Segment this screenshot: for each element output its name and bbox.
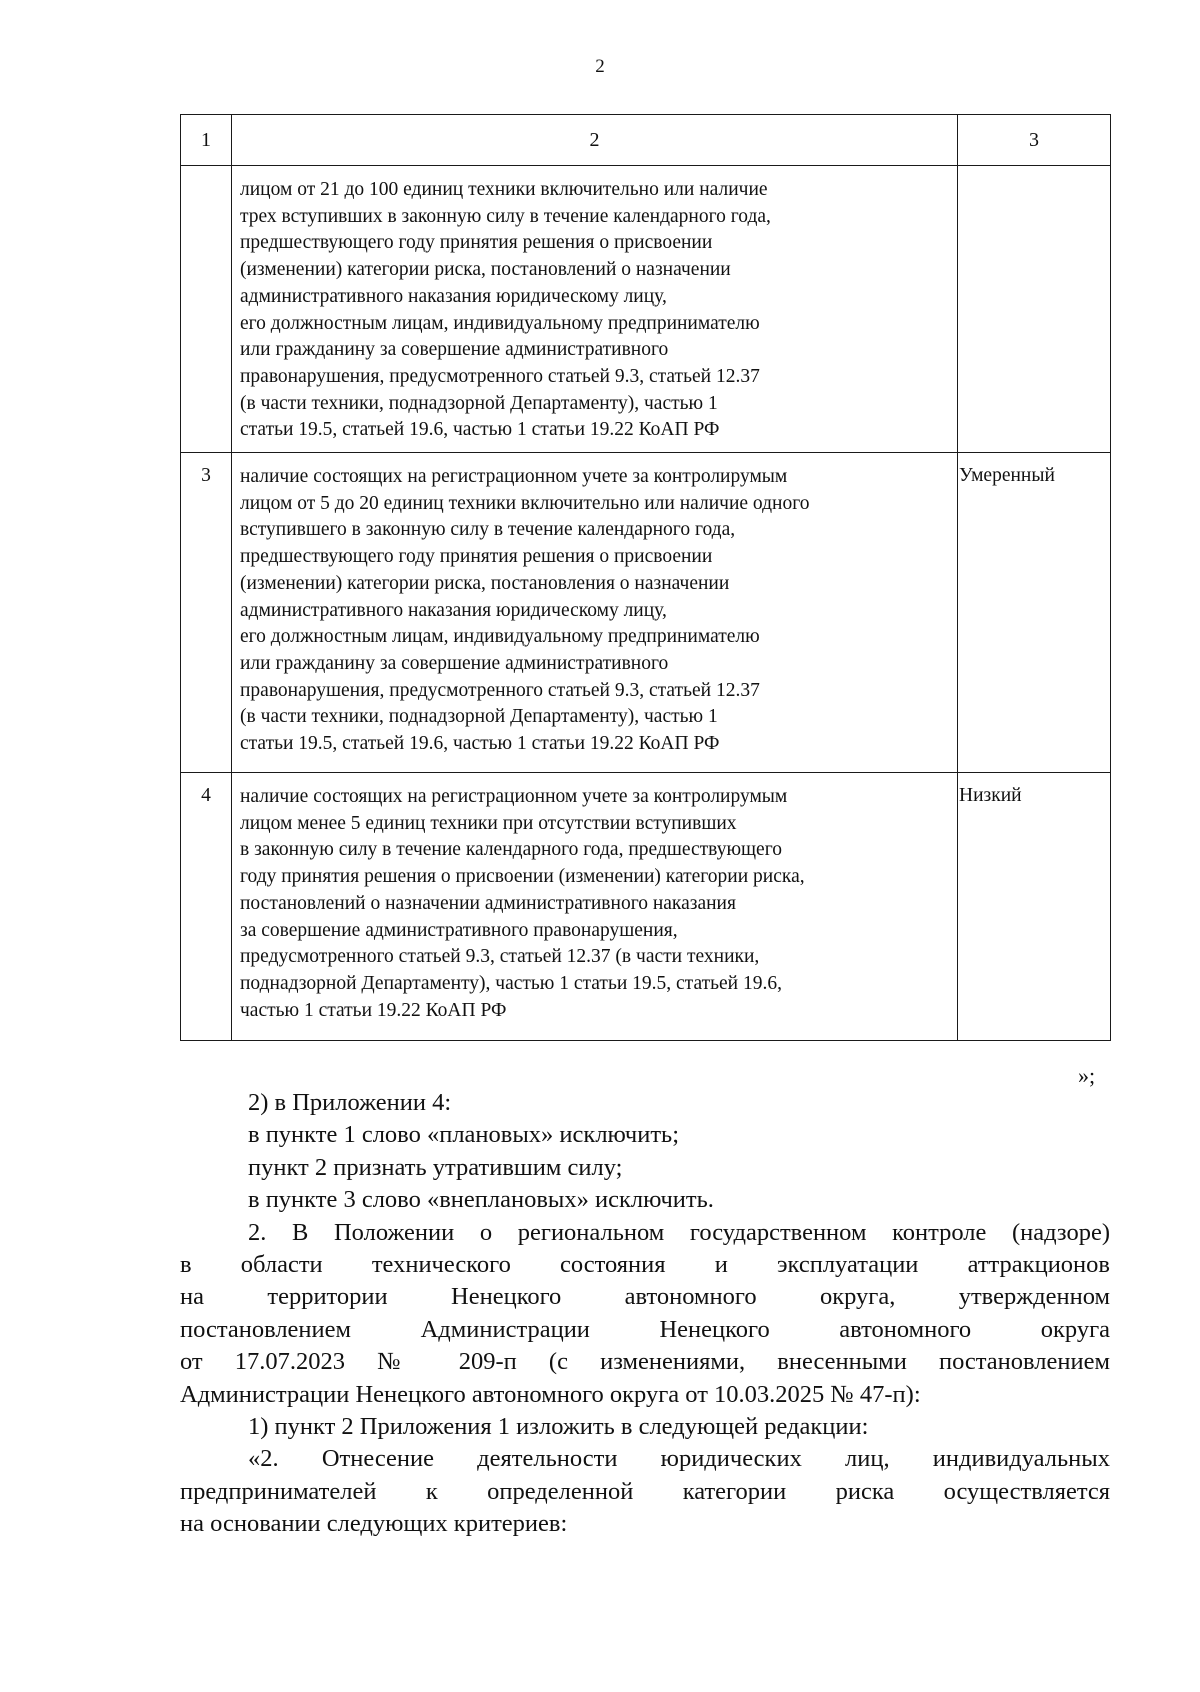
- paragraph-line: предпринимателей к определенной категории риска осуществляется: [180, 1477, 1110, 1505]
- criteria-line: административного наказания юридическому лицу,: [240, 285, 667, 307]
- criteria-line: правонарушения, предусмотренного статьей 9.3, статьей 12.37: [240, 679, 760, 701]
- risk-criteria-table: [180, 114, 1111, 1041]
- criteria-line: или гражданину за совершение административного: [240, 652, 669, 674]
- table-row: [181, 773, 1111, 1041]
- criteria-line: поднадзорной Департаменту), частью 1 статьи 19.5, статьей 19.6,: [240, 972, 782, 994]
- criteria-text: [232, 453, 958, 773]
- paragraph-line: в пункте 3 слово «внеплановых» исключить.: [248, 1186, 714, 1214]
- page-number: 2: [595, 56, 605, 77]
- row-number: 3: [181, 453, 232, 773]
- criteria-line: его должностным лицам, индивидуальному предпринимателю: [240, 626, 760, 648]
- header-cell-2: 2: [232, 115, 958, 166]
- criteria-line: (изменении) категории риска, постановлений о назначении: [240, 259, 731, 281]
- criteria-line: административного наказания юридическому лицу,: [240, 599, 667, 621]
- paragraph-line: от 17.07.2023 № 209-п (с изменениями, внесенными постановлением: [180, 1348, 1110, 1376]
- criteria-line: за совершение административного правонарушения,: [240, 919, 678, 941]
- paragraph-line: «2. Отнесение деятельности юридических лиц, индивидуальных: [248, 1445, 1110, 1473]
- risk-level: Умеренный: [958, 453, 1111, 773]
- criteria-line: (изменении) категории риска, постановления о назначении: [240, 572, 730, 594]
- criteria-text: [232, 166, 958, 453]
- criteria-line: лицом от 5 до 20 единиц техники включительно или наличие одного: [240, 492, 810, 514]
- paragraph-line: пункт 2 признать утратившим силу;: [248, 1153, 623, 1181]
- criteria-line: постановлений о назначении административного наказания: [240, 892, 736, 914]
- criteria-line: или гражданину за совершение административного: [240, 339, 669, 361]
- header-cell-1: 1: [181, 115, 232, 166]
- criteria-line: наличие состоящих на регистрационном учете за контролирумым: [240, 786, 788, 808]
- criteria-line: предусмотренного статьей 9.3, статьей 12.37 (в части техники,: [240, 946, 760, 968]
- closing-quote: »;: [1078, 1063, 1096, 1088]
- criteria-line: (в части техники, поднадзорной Департаменту), частью 1: [240, 706, 718, 728]
- criteria-line: лицом менее 5 единиц техники при отсутствии вступивших: [240, 812, 737, 834]
- paragraph-line: 1) пункт 2 Приложения 1 изложить в следующей редакции:: [248, 1413, 869, 1441]
- criteria-line: частью 1 статьи 19.22 КоАП РФ: [240, 999, 507, 1021]
- paragraph-line: 2) в Приложении 4:: [248, 1089, 452, 1116]
- criteria-line: наличие состоящих на регистрационном учете за контролирумым: [240, 466, 788, 488]
- paragraph-line: 2. В Положении о региональном государственном контроле (надзоре): [248, 1218, 1110, 1246]
- criteria-line: (в части техники, поднадзорной Департаменту), частью 1: [240, 392, 718, 414]
- criteria-line: его должностным лицам, индивидуальному предпринимателю: [240, 312, 760, 334]
- table-row: [181, 453, 1111, 773]
- criteria-line: предшествующего году принятия решения о присвоении: [240, 232, 713, 254]
- paragraph-line: постановлением Администрации Ненецкого автономного округа: [180, 1315, 1110, 1343]
- criteria-line: правонарушения, предусмотренного статьей 9.3, статьей 12.37: [240, 365, 760, 387]
- row-number: 4: [181, 773, 232, 1041]
- criteria-line: статьи 19.5, статьей 19.6, частью 1 статьи 19.22 КоАП РФ: [240, 419, 720, 441]
- paragraph-line: на основании следующих критериев:: [180, 1510, 568, 1538]
- paragraph-line: в области технического состояния и эксплуатации аттракционов: [180, 1251, 1110, 1279]
- table-header-row: [181, 115, 1111, 166]
- criteria-line: лицом от 21 до 100 единиц техники включительно или наличие: [240, 179, 768, 200]
- row-number: [181, 166, 232, 453]
- header-cell-3: 3: [958, 115, 1111, 166]
- paragraph-line: на территории Ненецкого автономного округа, утвержденном: [180, 1283, 1110, 1311]
- criteria-line: в законную силу в течение календарного года, предшествующего: [240, 839, 782, 861]
- amendment-text: [180, 1087, 1110, 1541]
- paragraph-line: Администрации Ненецкого автономного округа от 10.03.2025 № 47-п):: [180, 1380, 921, 1408]
- risk-level: Низкий: [958, 773, 1111, 1041]
- paragraph-line: в пункте 1 слово «плановых» исключить;: [248, 1121, 680, 1149]
- table-row: [181, 166, 1111, 453]
- criteria-text: [232, 773, 958, 1041]
- criteria-line: вступившего в законную силу в течение календарного года,: [240, 519, 736, 541]
- criteria-line: трех вступивших в законную силу в течение календарного года,: [240, 205, 771, 227]
- risk-level: [958, 166, 1111, 453]
- criteria-line: предшествующего году принятия решения о присвоении: [240, 546, 713, 568]
- criteria-line: статьи 19.5, статьей 19.6, частью 1 статьи 19.22 КоАП РФ: [240, 733, 720, 755]
- criteria-line: году принятия решения о присвоении (изменении) категории риска,: [240, 866, 805, 888]
